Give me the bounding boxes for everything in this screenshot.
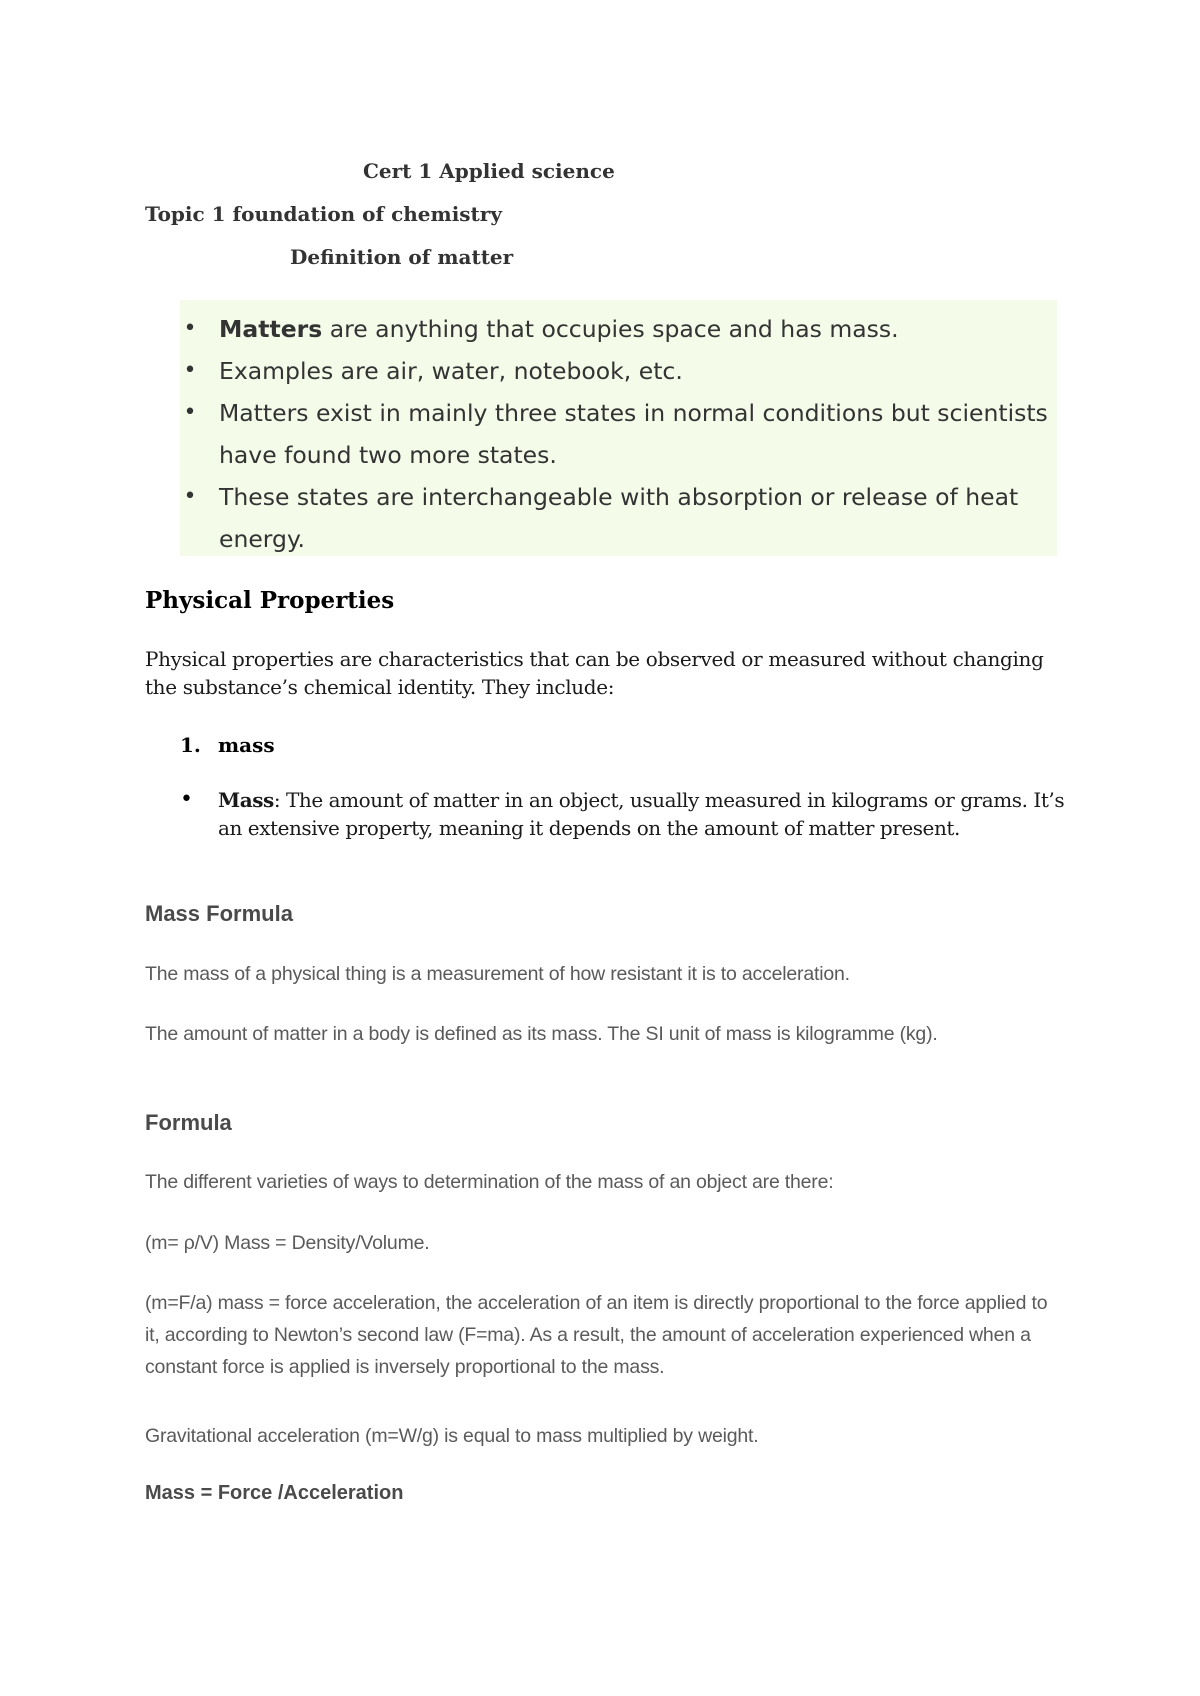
list-item (180, 476, 1057, 560)
list-number: 1. (180, 733, 201, 757)
bullet-icon: • (183, 316, 197, 341)
mass-formula-paragraph-1: The mass of a physical thing is a measurement of how resistant it is to acceleration. (145, 963, 850, 985)
physical-properties-intro: Physical properties are characteristics that can be observed or measured without changing the substance’s chemical identity. They include: (145, 647, 1044, 699)
formula-paragraph-2: (m= ρ/V) Mass = Density/Volume. (145, 1232, 430, 1254)
mass-equation: Mass = Force /Acceleration (145, 1482, 404, 1504)
definition-heading: Definition of matter (290, 245, 514, 269)
formula-paragraph-4: Gravitational acceleration (m=W/g) is equal to mass multiplied by weight. (145, 1425, 759, 1447)
mass-formula-paragraph-2: The amount of matter in a body is defined as its mass. The SI unit of mass is kilogramme (kg). (145, 1023, 938, 1045)
bullet-text: Examples are air, water, notebook, etc. (219, 357, 683, 385)
bullet-icon: • (183, 358, 197, 383)
list-item (180, 308, 1057, 350)
bullet-text: Matters exist in mainly three states in normal conditions but scientists have found two more states. (219, 399, 1048, 469)
definition-box (180, 300, 1057, 556)
topic-heading: Topic 1 foundation of chemistry (145, 202, 502, 226)
mass-description: : The amount of matter in an object, usually measured in kilograms or grams. It’s an extensive property, meaning it depends on the amount of matter present. (218, 788, 1065, 840)
list-item-label: mass (218, 733, 275, 757)
formula-heading: Formula (145, 1110, 232, 1135)
bullet-icon: • (183, 484, 197, 509)
bullet-text: These states are interchangeable with absorption or release of heat energy. (219, 483, 1019, 553)
bullet-icon: • (180, 787, 193, 812)
mass-definition-text (218, 786, 1078, 842)
mass-term: Mass (218, 788, 274, 812)
bullet-icon: • (183, 400, 197, 425)
list-item (180, 392, 1057, 476)
mass-formula-heading: Mass Formula (145, 901, 293, 926)
physical-properties-heading: Physical Properties (145, 587, 395, 614)
formula-paragraph-1: The different varieties of ways to determination of the mass of an object are there: (145, 1171, 834, 1193)
bullet-text: are anything that occupies space and has mass. (322, 315, 899, 343)
bullet-bold-term: Matters (219, 315, 323, 343)
formula-paragraph-3: (m=F/a) mass = force acceleration, the acceleration of an item is directly proportional to the force applied to it, according to Newton’s second law (F=ma). As a result, the amount of acceleration experienced when a constant force is applied is inversely proportional to the mass. (145, 1292, 1048, 1378)
document-title: Cert 1 Applied science (363, 159, 615, 183)
definition-list (180, 308, 1057, 560)
list-item (180, 350, 1057, 392)
